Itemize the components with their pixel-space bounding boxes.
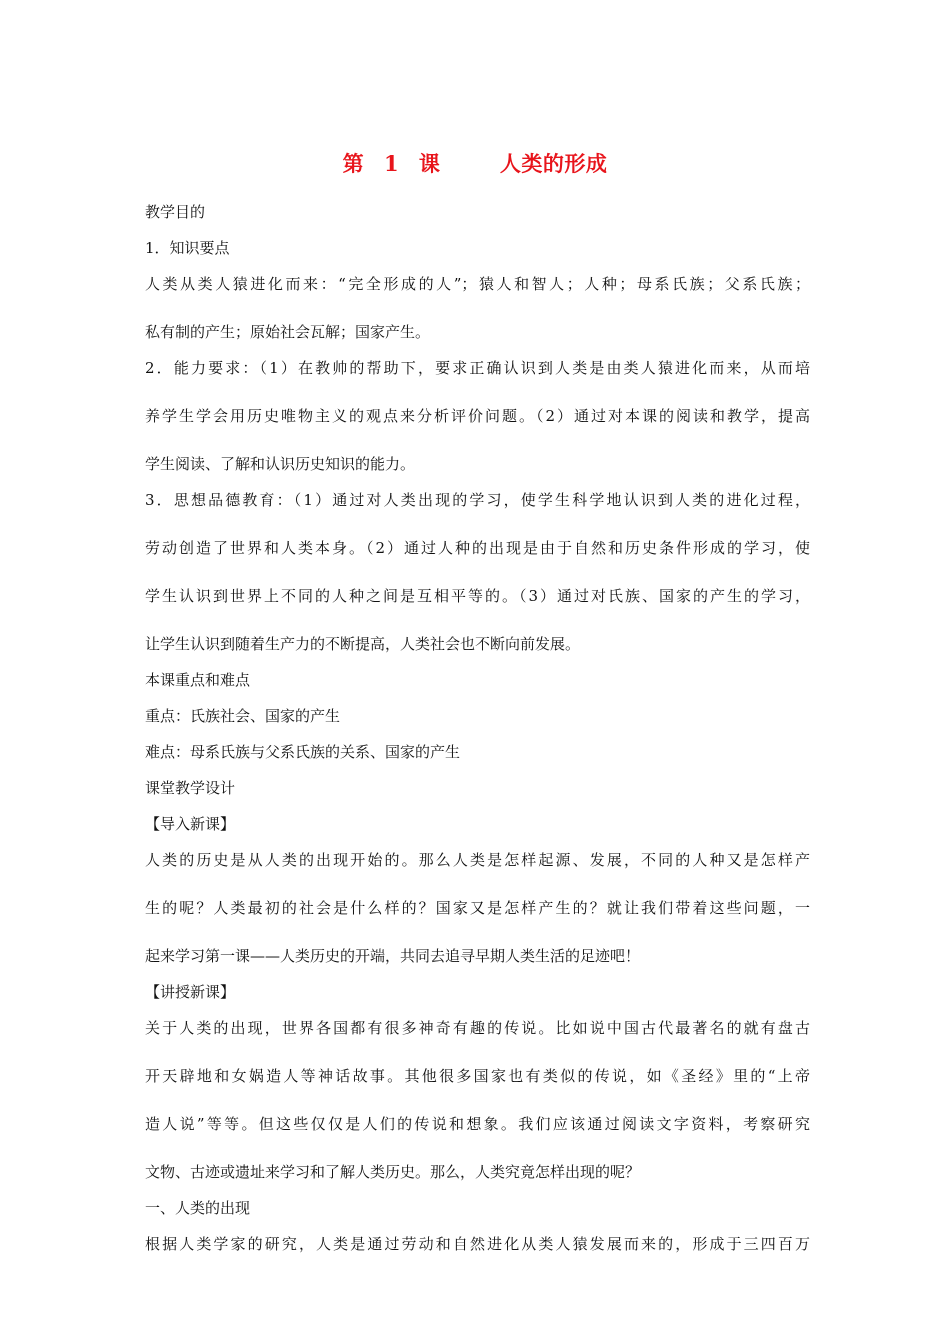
text-line: 1．知识要点 xyxy=(145,239,230,257)
text-line: 生的呢？人类最初的社会是什么样的？国家又是怎样产生的？就让我们带着这些问题，一 xyxy=(145,899,810,917)
lesson-body xyxy=(145,200,810,1257)
text-line: 2．能力要求：（1）在教帅的帮助下，要求正确认识到人类是由类人猿进化而来，从而培 xyxy=(145,359,810,377)
text-line: 难点：母系氏族与父系氏族的关系、国家的产生 xyxy=(145,743,461,761)
text-line: 人类从类人猿进化而来：“完全形成的人”；猿人和智人；人种；母系氏族；父系氏族； xyxy=(145,275,810,293)
text-line: 私有制的产生；原始社会瓦解；国家产生。 xyxy=(145,323,431,341)
section-heading-key-points: 本课重点和难点 xyxy=(145,671,251,689)
text-line: 开天辟地和女娲造人等神话故事。其他很多国家也有类似的传说，如《圣经》里的“上帝 xyxy=(145,1067,810,1085)
text-line: 根据人类学家的研究，人类是通过劳动和自然进化从类人猿发展而来的，形成于三四百万 xyxy=(145,1235,810,1253)
text-line: 学生阅读、了解和认识历史知识的能力。 xyxy=(145,455,416,473)
section-heading-objectives: 教学目的 xyxy=(145,203,206,221)
lesson-title: 第 1 课 人类的形成 xyxy=(342,151,608,176)
section-heading-design: 课堂教学设计 xyxy=(145,779,236,797)
text-line: 文物、古迹或遗址来学习和了解人类历史。那么，人类究竟怎样出现的呢？ xyxy=(145,1163,641,1181)
text-line: 学生认识到世界上不同的人种之间是互相平等的。（3）通过对氏族、国家的产生的学习， xyxy=(145,587,810,605)
section-heading-lecture: 【讲授新课】 xyxy=(145,983,236,1001)
text-line: 养学生学会用历史唯物主义的观点来分析评价问题。（2）通过对本课的阅读和教学，提高 xyxy=(145,407,810,425)
text-line: 重点：氏族社会、国家的产生 xyxy=(145,707,341,725)
text-line: 造人说”等等。但这些仅仅是人们的传说和想象。我们应该通过阅读文字资料，考察研究 xyxy=(145,1115,810,1133)
text-line: 起来学习第一课——人类历史的开端，共同去追寻早期人类生活的足迹吧！ xyxy=(145,947,641,965)
text-line: 关于人类的出现，世界各国都有很多神奇有趣的传说。比如说中国古代最著名的就有盘古 xyxy=(145,1019,810,1037)
text-line: 劳动创造了世界和人类本身。（2）通过人种的出现是由于自然和历史条件形成的学习，使 xyxy=(145,539,810,557)
text-line: 3．思想品德教育：（1）通过对人类出现的学习，使学生科学地认识到人类的进化过程， xyxy=(145,491,810,509)
text-line: 人类的历史是从人类的出现开始的。那么人类是怎样起源、发展，不同的人种又是怎样产 xyxy=(145,851,810,869)
section-heading-intro: 【导入新课】 xyxy=(145,815,236,833)
section-heading-emergence: 一、人类的出现 xyxy=(145,1199,251,1217)
text-line: 让学生认识到随着生产力的不断提高，人类社会也不断向前发展。 xyxy=(145,635,581,653)
